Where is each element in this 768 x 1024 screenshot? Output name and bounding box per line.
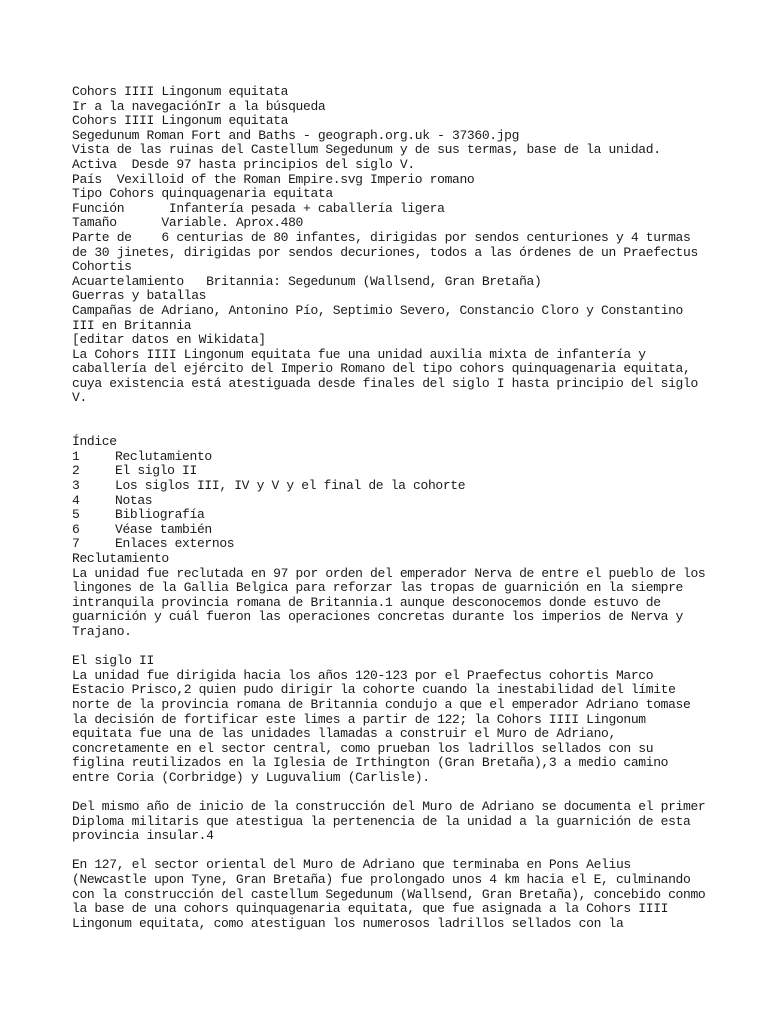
image-caption: Vista de las ruinas del Castellum Segedunum y de sus termas, base de la unidad. xyxy=(72,142,661,158)
nav-links[interactable]: Ir a la navegaciónIr a la búsqueda xyxy=(72,98,326,114)
page-title: Cohors IIII Lingonum equitata xyxy=(72,84,289,99)
toc-item-label: Enlaces externos xyxy=(115,536,235,552)
infobox-tamano: Tamaño Variable. Aprox.480 xyxy=(72,215,303,231)
section-text-siglo-ii-p2: Del mismo año de inicio de la construcción del Muro de Adriano se documenta el primer Diploma militaris que atestigua la pertenencia de la unidad a la guarnición de esta provincia insular.4 xyxy=(72,799,713,844)
infobox-guerras-label: Guerras y batallas xyxy=(72,288,207,304)
toc-item-number: 6 xyxy=(72,521,80,537)
intro-paragraph: La Cohors IIII Lingonum equitata fue una unidad auxilia mixta de infantería y caballería del ejército del Imperio Romano del tipo cohors quinquagenaria equitata, cuya existencia está atestiguada desde finales del siglo I hasta principio del siglo V. xyxy=(72,346,706,406)
spacer xyxy=(72,844,712,859)
document-page xyxy=(72,85,712,931)
toc-item[interactable] xyxy=(72,494,712,509)
infobox-funcion: Función Infantería pesada + caballería ligera xyxy=(72,200,445,216)
toc-item[interactable] xyxy=(72,479,712,494)
toc-item[interactable] xyxy=(72,523,712,538)
infobox-activa: Activa Desde 97 hasta principios del siglo V. xyxy=(72,156,415,172)
infobox-pais: País Vexilloid of the Roman Empire.svg Imperio romano xyxy=(72,171,475,187)
spacer xyxy=(72,640,712,655)
toc-item-label: Notas xyxy=(115,492,153,508)
toc-item[interactable] xyxy=(72,537,712,552)
toc-item-number: 2 xyxy=(72,463,80,479)
section-text-siglo-ii-p3: En 127, el sector oriental del Muro de Adriano que terminaba en Pons Aelius (Newcastle upon Tyne, Gran Bretaña) fue prolongado unos 4 km hacia el E, culminando con la construcción del castellum Segedunum (Wallsend, Gran Bretaña), concebido conmo la base de una cohors quinquagenaria equitata, que fue asignada a la Cohors IIII Lingonum equitata, como atestiguan los numerosos ladrillos sellados con la xyxy=(72,857,713,931)
infobox-tipo: Tipo Cohors quinquagenaria equitata xyxy=(72,186,333,202)
toc-item-label: Bibliografía xyxy=(115,507,205,523)
infobox-parte-de: Parte de 6 centurias de 80 infantes, dirigidas por sendos centuriones y 4 turmas de 30 jinetes, dirigidas por sendos decuriones, todos a las órdenes de un Praefectus Cohortis xyxy=(72,229,706,275)
infobox-acuartelamiento: Acuartelamiento Britannia: Segedunum (Wallsend, Gran Bretaña) xyxy=(72,273,542,289)
toc-item-label: Los siglos III, IV y V y el final de la cohorte xyxy=(115,478,466,494)
title-repeat: Cohors IIII Lingonum equitata xyxy=(72,113,289,129)
toc-item[interactable] xyxy=(72,464,712,479)
toc-item-label: Reclutamiento xyxy=(115,448,212,464)
section-heading-siglo-ii: El siglo II xyxy=(72,653,154,669)
edit-wikidata-link[interactable]: [editar datos en Wikidata] xyxy=(72,332,266,348)
section-text-siglo-ii-p1: La unidad fue dirigida hacia los años 120-123 por el Praefectus cohortis Marco Estacio Prisco,2 quien pudo dirigir la cohorte cuando la inestabilidad del límite norte de la provincia romana de Britannia condujo a que el emperador Adriano tomase la decisión de fortificar este limes a partir de 122; la Cohors IIII Lingonum equitata fue una de las unidades llamadas a construir el Muro de Adriano, concretamente en el sector central, como prueban los ladrillos sellados con su figlina reutilizados en la Iglesia de Irthington (Gran Bretaña),3 a medio camino entre Coria (Corbridge) y Luguvalium (Carlisle). xyxy=(72,667,698,785)
toc-item[interactable] xyxy=(72,450,712,465)
toc-item-number: 4 xyxy=(72,492,80,508)
spacer xyxy=(72,786,712,801)
section-text-reclutamiento: La unidad fue reclutada en 97 por orden del emperador Nerva de entre el pueblo de los lingones de la Gallia Belgica para reforzar las tropas de guarnición en la siempre intranquila provincia romana de Britannia.1 aunque desconocemos donde estuvo de guarnición y cuál fueron las operaciones concretas durante los imperios de Nerva y Trajano. xyxy=(72,565,713,639)
toc-item[interactable] xyxy=(72,508,712,523)
spacer xyxy=(72,406,712,435)
toc-item-number: 1 xyxy=(72,448,80,464)
toc-item-number: 5 xyxy=(72,507,80,523)
infobox-guerras: Campañas de Adriano, Antonino Pío, Septimio Severo, Constancio Cloro y Constantino III en Britannia xyxy=(72,302,691,333)
toc-item-label: El siglo II xyxy=(115,463,197,479)
section-heading-reclutamiento: Reclutamiento xyxy=(72,551,169,566)
toc-heading: Índice xyxy=(72,434,117,450)
toc-list xyxy=(72,450,712,552)
toc-item-number: 7 xyxy=(72,536,80,552)
toc-item-label: Véase también xyxy=(115,521,212,537)
toc-item-number: 3 xyxy=(72,478,80,494)
image-filename[interactable]: Segedunum Roman Fort and Baths - geograph.org.uk - 37360.jpg xyxy=(72,127,520,143)
